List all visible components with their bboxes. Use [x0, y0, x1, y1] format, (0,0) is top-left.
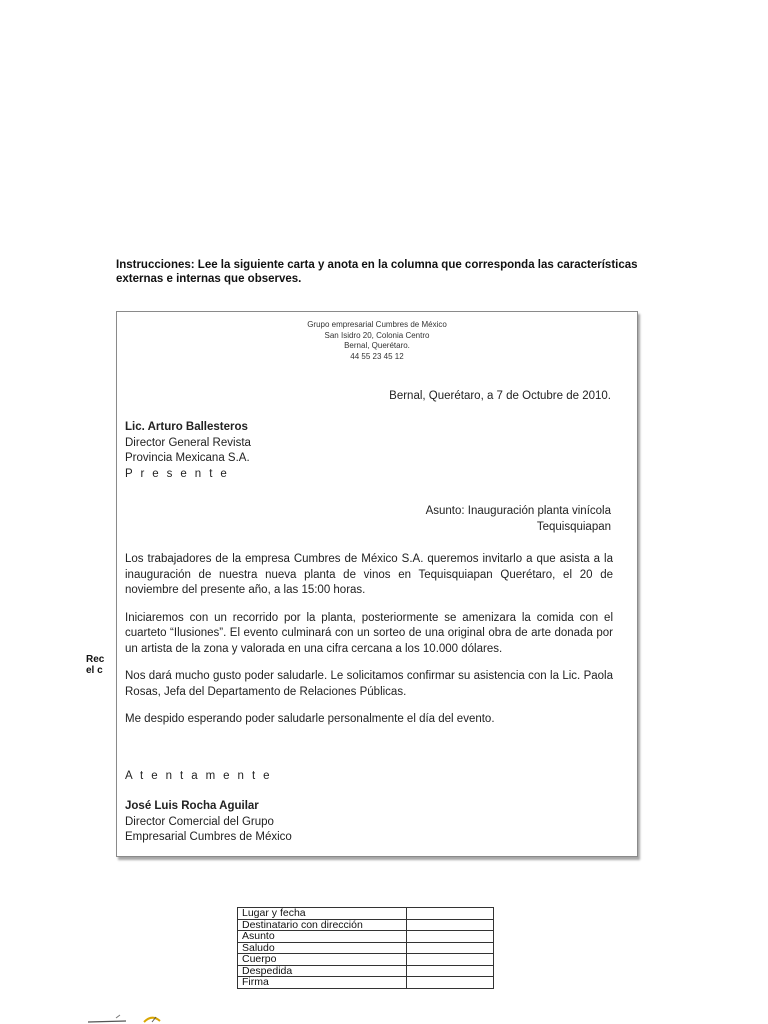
letter-date: Bernal, Querétaro, a 7 de Octubre de 2010.: [389, 390, 611, 402]
characteristics-table: [237, 907, 494, 989]
answer-cell[interactable]: [407, 919, 494, 931]
sender-line: San Isidro 20, Colonia Centro: [324, 330, 430, 340]
table-row: [238, 931, 494, 943]
table-row: [238, 977, 494, 989]
body-paragraph: Me despido esperando poder saludarle personalmente el día del evento.: [125, 713, 495, 725]
row-label: Despedida: [238, 965, 407, 977]
table-row: [238, 919, 494, 931]
body-paragraph: Iniciaremos con un recorrido por la planta, posteriormente se amenizara la comida con el cuarteto “Ilusiones”. El evento culminará con un sorteo de una original obra de arte donada por un artista de la zona y valorada en una cifra cercana a los 10.000 dólares.: [125, 611, 613, 655]
answer-cell[interactable]: [407, 977, 494, 989]
subject-block: [426, 504, 611, 535]
table-row: [238, 942, 494, 954]
subject-line: Tequisquiapan: [536, 520, 611, 533]
row-label: Firma: [238, 977, 407, 989]
row-label: Destinatario con dirección: [238, 919, 407, 931]
answer-cell[interactable]: [407, 942, 494, 954]
recipient-company: Provincia Mexicana S.A.: [125, 452, 250, 464]
side-text-line: el c: [86, 665, 103, 676]
body-paragraph: Los trabajadores de la empresa Cumbres de México S.A. queremos invitarlo a que asista a la inauguración de nuestra nueva planta de vinos en Tequisquiapan Querétaro, el 20 de noviembre del presente año, a las 15:00 horas.: [125, 553, 613, 596]
letter-card: [116, 311, 638, 857]
answer-cell[interactable]: [407, 908, 494, 920]
closing-text: A t e n t a m e n t e: [125, 770, 272, 782]
row-label: Saludo: [238, 942, 407, 954]
table-row: [238, 965, 494, 977]
row-label: Lugar y fecha: [238, 908, 407, 920]
signature-block: [125, 799, 292, 846]
row-label: Cuerpo: [238, 954, 407, 966]
recipient-presente: P r e s e n t e: [125, 467, 230, 480]
recipient-title: Director General Revista: [125, 436, 251, 449]
partial-logo-graphic: [86, 1012, 178, 1024]
sender-line: 44 55 23 45 12: [350, 351, 404, 361]
instructions-text: Instrucciones: Lee la siguiente carta y anota en la columna que corresponda las características externas e internas que observes.: [116, 259, 638, 285]
answer-cell[interactable]: [407, 954, 494, 966]
recipient-name: Lic. Arturo Ballesteros: [125, 421, 248, 433]
signature-name: José Luis Rocha Aguilar: [125, 800, 259, 812]
answer-cell[interactable]: [407, 965, 494, 977]
sender-line: Grupo empresarial Cumbres de México: [307, 320, 447, 329]
side-text-line: Rec: [86, 654, 105, 665]
table-row: [238, 954, 494, 966]
table-row: [238, 908, 494, 920]
truncated-side-text: [86, 654, 114, 676]
signature-title: Director Comercial del Grupo: [125, 815, 274, 828]
recipient-block: [125, 420, 251, 482]
sender-address: [117, 320, 637, 362]
row-label: Asunto: [238, 931, 407, 943]
signature-company: Empresarial Cumbres de México: [125, 831, 292, 843]
letter-body: [125, 552, 613, 740]
body-paragraph: Nos dará mucho gusto poder saludarle. Le solicitamos confirmar su asistencia con la Lic. Paola Rosas, Jefa del Departamento de Relaciones Públicas.: [125, 670, 613, 698]
answer-cell[interactable]: [407, 931, 494, 943]
sender-line: Bernal, Querétaro.: [344, 341, 410, 350]
subject-line: Asunto: Inauguración planta vinícola: [425, 505, 611, 517]
